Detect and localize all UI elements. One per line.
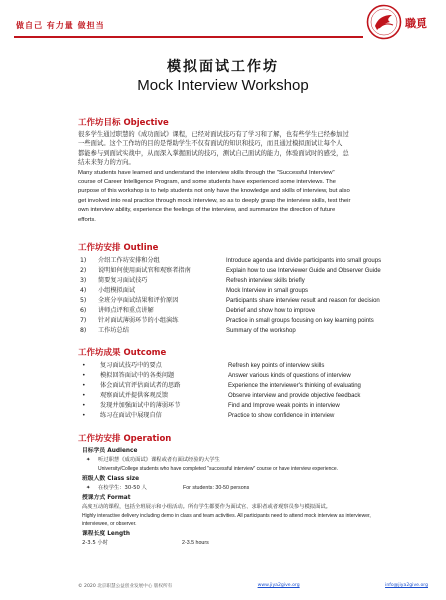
list-item bbox=[78, 256, 428, 266]
list-item bbox=[78, 286, 428, 296]
outline-number: 4) bbox=[80, 287, 87, 294]
outline-cn: 讲师点评和重点讲解 bbox=[98, 307, 154, 314]
class-size-cn: 在校学生：30-50 人 bbox=[98, 484, 147, 491]
outline-en: Debrief and show how to improve bbox=[226, 308, 316, 314]
length-en: 2-3.5 hours bbox=[182, 539, 209, 546]
list-item bbox=[78, 371, 428, 381]
outline-heading: 工作坊安排 Outline bbox=[78, 243, 159, 253]
bullet-icon: • bbox=[82, 412, 86, 419]
list-item bbox=[78, 306, 428, 316]
outline-number: 1) bbox=[80, 257, 87, 264]
objective-cn-line: 一些面试。这个工作坊的目的是帮助学生不仅有面试的知识和技巧，而且通过模拟面试让每个人 bbox=[78, 140, 343, 148]
outcome-cn: 复习面试技巧中的要点 bbox=[100, 362, 162, 369]
outline-number: 2) bbox=[80, 267, 87, 274]
outline-cn: 介绍工作坊安排和分组 bbox=[98, 257, 160, 264]
format-label: 授课方式 Format bbox=[82, 495, 131, 501]
class-size-line bbox=[78, 484, 428, 493]
objective-cn-line: 结未来努力的方向。 bbox=[78, 159, 135, 167]
header-divider bbox=[14, 36, 363, 38]
objective-en-line: efforts. bbox=[78, 216, 96, 223]
bullet-icon: • bbox=[82, 362, 86, 369]
outcome-cn: 发现并加强面试中的薄弱环节 bbox=[100, 402, 181, 409]
outline-list bbox=[78, 256, 428, 336]
list-item bbox=[78, 276, 428, 286]
outcome-section bbox=[78, 348, 428, 421]
audience-en: University/College students who have completed "successful interview" course or have interview experience. bbox=[98, 465, 339, 472]
list-item bbox=[78, 411, 428, 421]
list-item bbox=[78, 381, 428, 391]
audience-cn bbox=[78, 456, 428, 465]
footer-copyright: © 2020 北京职慧公益创业发展中心 版权所有 bbox=[78, 584, 173, 589]
objective-cn-line: 很多学生通过职慧的《成功面试》课程，已经对面试技巧有了学习和了解，也有些学生已经参加过 bbox=[78, 131, 349, 138]
bullet-icon: • bbox=[82, 372, 86, 379]
outcome-list bbox=[78, 361, 428, 421]
outline-number: 7) bbox=[80, 317, 87, 324]
length-line bbox=[78, 539, 428, 548]
length-cn: 2-3.5 小时 bbox=[82, 539, 108, 546]
outline-cn: 说明如何使用面试官和观察者指南 bbox=[98, 267, 191, 274]
outline-cn: 小组模拟面试 bbox=[98, 287, 136, 294]
audience-label: 目标学员 Audience bbox=[82, 448, 138, 454]
outcome-heading: 工作坊成果 Outcome bbox=[78, 348, 167, 358]
format-en-line: Highly interactive delivery including demo in class and team activities. All participants need to attend mock interview as interviewer, bbox=[82, 512, 371, 519]
outline-en: Mock Interview in small groups bbox=[226, 288, 309, 294]
objective-heading: 工作坊目标 Objective bbox=[78, 118, 169, 128]
outline-section bbox=[78, 243, 428, 336]
outline-number: 8) bbox=[80, 327, 87, 334]
star-bullet-icon: ✦ bbox=[86, 484, 91, 491]
format-cn: 高度互动的课程，包括全班展示和小组活动。所有学生都要作为面试官、求职者或者观察员参与模拟面试。 bbox=[82, 504, 331, 510]
objective-en-line: own interview ability, experience the feelings of the interview, and summarize the direction of future bbox=[78, 207, 336, 214]
outcome-en: Observe interview and provide objective feedback bbox=[228, 393, 361, 399]
footer-website-link[interactable]: www.jiya2give.org bbox=[257, 583, 300, 588]
star-bullet-icon: ✦ bbox=[86, 457, 91, 463]
outcome-cn: 练习在面试中展现自信 bbox=[100, 412, 162, 419]
outcome-en: Answer various kinds of questions of interview bbox=[228, 373, 351, 379]
audience-cn-text: 听过职慧《成功面试》课程或者有面试经验的大学生 bbox=[98, 457, 220, 463]
objective-en-line: Many students have learned and understand the interview skills through the "Successful Interview" bbox=[78, 169, 335, 176]
outline-en: Participants share interview result and reason for decision bbox=[226, 298, 380, 304]
outline-cn: 全班分享面试结果和评价原因 bbox=[98, 297, 179, 304]
outcome-cn: 模拟回答面试中的各类问题 bbox=[100, 372, 175, 379]
outline-en: Refresh interview skills briefly bbox=[226, 278, 305, 284]
outcome-en: Practice to show confidence in interview bbox=[228, 413, 335, 419]
bullet-icon: • bbox=[82, 402, 86, 409]
list-item bbox=[78, 266, 428, 276]
class-size-label: 班级人数 Class size bbox=[82, 475, 140, 482]
objective-cn-line: 都能参与到面试实战中，从而深入掌握面试的技巧，测试自己面试的能力，体验面试时的感受，总 bbox=[78, 149, 349, 157]
list-item bbox=[78, 296, 428, 306]
outline-en: Introduce agenda and divide participants into small groups bbox=[226, 258, 382, 264]
objective-section bbox=[78, 118, 428, 225]
outcome-cn: 观察面试并提供客观反馈 bbox=[100, 392, 169, 399]
outline-number: 6) bbox=[80, 307, 87, 314]
list-item bbox=[78, 316, 428, 326]
outline-number: 5) bbox=[80, 297, 87, 304]
footer-email-link[interactable]: info@jiya2give.org bbox=[385, 583, 428, 588]
outline-en: Summary of the workshop bbox=[226, 328, 296, 334]
length-label: 课程长度 Length bbox=[82, 530, 131, 537]
brand-name: 職覓 bbox=[405, 17, 427, 30]
outline-cn: 针对面试薄弱环节的小组演练 bbox=[98, 317, 179, 324]
outcome-cn: 体会面试官评估面试者的思路 bbox=[100, 382, 181, 389]
list-item bbox=[78, 401, 428, 411]
objective-en-line: get involved into real practice through mock interview, so as to deeply grasp the interview skills, test their bbox=[78, 197, 351, 204]
title-english: Mock Interview Workshop bbox=[137, 77, 309, 94]
page-footer bbox=[78, 583, 428, 589]
title-chinese: 模拟面试工作坊 bbox=[167, 59, 279, 75]
operation-section bbox=[78, 434, 428, 547]
outline-number: 3) bbox=[80, 277, 87, 284]
objective-en-line: course of Career Intelligence Program, and some students have experienced some interviews. The bbox=[78, 179, 336, 186]
bullet-icon: • bbox=[82, 392, 86, 399]
objective-text-en bbox=[78, 169, 428, 225]
outcome-en: Find and Improve weak points in interview bbox=[228, 403, 340, 409]
operation-heading: 工作坊安排 Operation bbox=[78, 434, 172, 444]
outline-en: Practice in small groups focusing on key learning points bbox=[226, 318, 374, 324]
outcome-en: Experience the interviewer's thinking of evaluating bbox=[228, 383, 361, 389]
header-slogan: 做自己 有力量 做担当 bbox=[16, 21, 105, 30]
objective-en-line: purpose of this workshop is to help students not only have the knowledge and skills of interview, but also bbox=[78, 188, 350, 195]
outline-cn: 简要复习面试技巧 bbox=[98, 277, 148, 284]
outcome-en: Refresh key points of interview skills bbox=[228, 363, 325, 369]
list-item bbox=[78, 361, 428, 371]
brand-logo-icon bbox=[366, 4, 402, 40]
list-item bbox=[78, 326, 428, 336]
outline-en: Explain how to use Interviewer Guide and Observer Guide bbox=[226, 268, 381, 274]
list-item bbox=[78, 391, 428, 401]
outline-cn: 工作坊总结 bbox=[98, 327, 129, 334]
class-size-en: For students: 30-50 persons bbox=[183, 484, 250, 491]
format-en-line: interviewee, or observer. bbox=[82, 520, 137, 527]
objective-text-cn bbox=[78, 130, 428, 168]
bullet-icon: • bbox=[82, 382, 86, 389]
